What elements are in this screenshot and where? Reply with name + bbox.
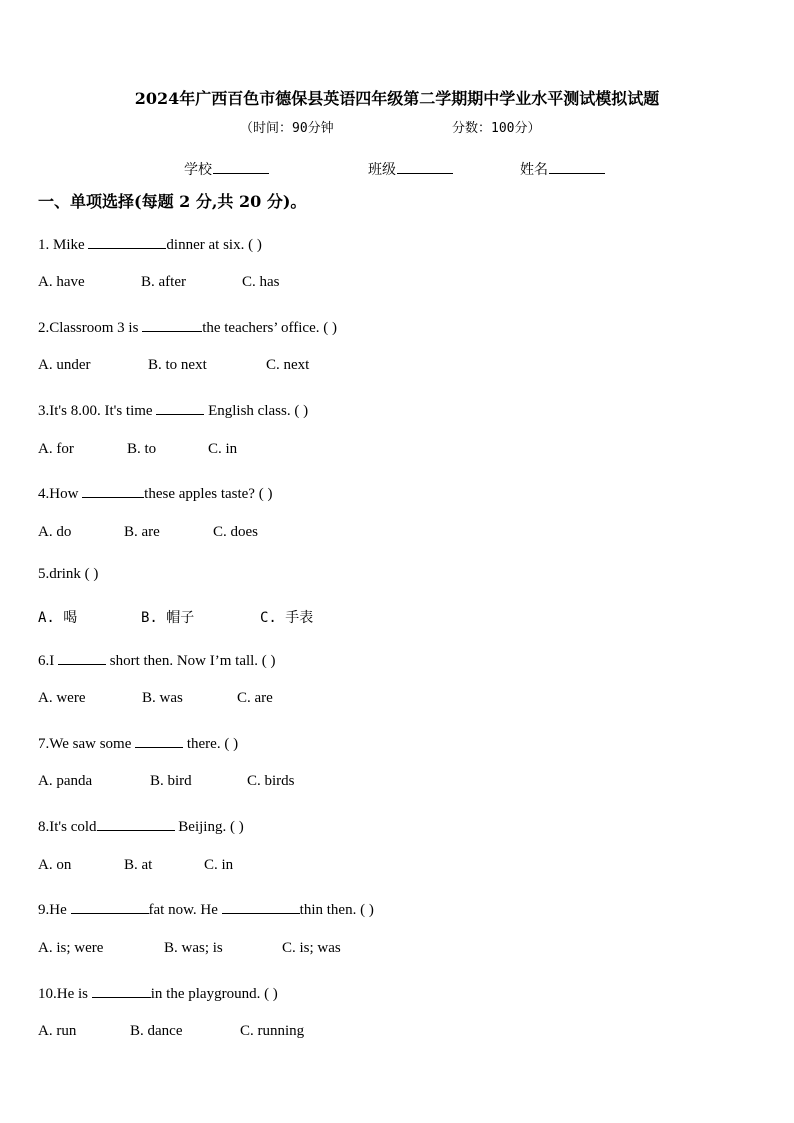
- option-a[interactable]: A. were: [38, 690, 86, 706]
- question-text-post: the teachers’ office. ( ): [202, 320, 337, 336]
- name-blank[interactable]: [549, 159, 605, 174]
- school-blank[interactable]: [213, 159, 269, 174]
- question-4: [38, 482, 272, 503]
- question-3: [38, 399, 308, 420]
- question-text-post: English class. ( ): [204, 403, 309, 419]
- options-2: [38, 357, 309, 374]
- option-a[interactable]: A. is; were: [38, 940, 104, 956]
- question-text-pre: 8.It's cold: [38, 819, 97, 835]
- question-2: [38, 316, 337, 337]
- option-b[interactable]: B. bird: [150, 773, 192, 789]
- school-label: 学校: [184, 162, 212, 178]
- option-c[interactable]: C. in: [204, 857, 234, 873]
- options-7: [38, 773, 295, 790]
- class-field: [368, 159, 453, 179]
- question-9: [38, 898, 374, 919]
- question-text-pre: 4.How: [38, 486, 83, 502]
- option-c[interactable]: C. running: [240, 1023, 305, 1039]
- question-text-pre: 1. Mike: [38, 237, 89, 253]
- answer-blank[interactable]: [58, 649, 106, 665]
- name-label: 姓名: [520, 162, 548, 178]
- question-text-pre: 3.It's 8.00. It's time: [38, 403, 157, 419]
- option-b[interactable]: B. dance: [130, 1023, 183, 1039]
- answer-blank[interactable]: [88, 233, 166, 249]
- question-text-post: thin then. ( ): [299, 902, 374, 918]
- options-1: [38, 274, 280, 291]
- option-c[interactable]: C. are: [237, 690, 273, 706]
- options-8: [38, 857, 233, 874]
- question-8: [38, 815, 244, 836]
- question-6: [38, 649, 276, 670]
- option-c[interactable]: C. 手表: [260, 610, 314, 626]
- option-a[interactable]: A. panda: [38, 773, 93, 789]
- option-a[interactable]: A. under: [38, 357, 91, 373]
- question-text-post: these apples taste? ( ): [144, 486, 273, 502]
- exam-time: （时间：90分钟: [240, 121, 334, 136]
- options-6: [38, 690, 273, 707]
- option-b[interactable]: B. after: [141, 274, 186, 290]
- answer-blank-1[interactable]: [71, 898, 149, 914]
- question-text-post: dinner at six. ( ): [166, 237, 262, 253]
- answer-blank[interactable]: [97, 815, 175, 831]
- school-field: [184, 159, 269, 179]
- options-10: [38, 1023, 304, 1040]
- question-text-pre: 7.We saw some: [38, 736, 136, 752]
- question-text-pre: 10.He is: [38, 986, 92, 1002]
- option-c[interactable]: C. is; was: [282, 940, 341, 956]
- question-7: [38, 732, 238, 753]
- question-text-pre: 9.He: [38, 902, 71, 918]
- option-c[interactable]: C. does: [213, 524, 258, 540]
- options-4: [38, 524, 258, 541]
- options-3: [38, 441, 237, 458]
- option-a[interactable]: A. run: [38, 1023, 77, 1039]
- option-b[interactable]: B. to next: [148, 357, 207, 373]
- question-text-post: short then. Now I’m tall. ( ): [106, 653, 276, 669]
- answer-blank[interactable]: [92, 982, 151, 998]
- option-b[interactable]: B. at: [124, 857, 153, 873]
- exam-score: 分数：100分）: [452, 121, 541, 136]
- question-text-pre: 6.I: [38, 653, 58, 669]
- class-label: 班级: [368, 162, 396, 178]
- option-c[interactable]: C. has: [242, 274, 280, 290]
- option-c[interactable]: C. birds: [247, 773, 295, 789]
- answer-blank[interactable]: [135, 732, 183, 748]
- answer-blank[interactable]: [82, 482, 144, 498]
- options-9: [38, 940, 341, 957]
- exam-title: 2024年广西百色市德保县英语四年级第二学期期中学业水平测试模拟试题: [134, 89, 660, 108]
- option-a[interactable]: A. on: [38, 857, 72, 873]
- question-text: 5.drink ( ): [38, 566, 99, 582]
- option-b[interactable]: B. are: [124, 524, 160, 540]
- class-blank[interactable]: [397, 159, 453, 174]
- question-5: [38, 566, 98, 583]
- name-field: [520, 159, 605, 179]
- answer-blank[interactable]: [142, 316, 202, 332]
- option-b[interactable]: B. was; is: [164, 940, 223, 956]
- option-b[interactable]: B. to: [127, 441, 157, 457]
- answer-blank[interactable]: [156, 399, 204, 415]
- question-10: [38, 982, 278, 1003]
- option-c[interactable]: C. in: [208, 441, 238, 457]
- answer-blank-2[interactable]: [222, 898, 300, 914]
- option-a[interactable]: A. have: [38, 274, 85, 290]
- option-a[interactable]: A. do: [38, 524, 72, 540]
- question-text-post: in the playground. ( ): [150, 986, 278, 1002]
- question-text-post: Beijing. ( ): [174, 819, 244, 835]
- option-b[interactable]: B. was: [142, 690, 183, 706]
- option-a[interactable]: A. 喝: [38, 610, 78, 626]
- option-a[interactable]: A. for: [38, 441, 74, 457]
- options-5: [38, 607, 313, 627]
- section-heading: 一、单项选择(每题 2 分,共 20 分)。: [38, 192, 307, 211]
- question-text-post: there. ( ): [183, 736, 239, 752]
- question-1: [38, 233, 262, 254]
- question-text-mid: fat now. He: [148, 902, 222, 918]
- option-b[interactable]: B. 帽子: [141, 610, 195, 626]
- question-text-pre: 2.Classroom 3 is: [38, 320, 143, 336]
- option-c[interactable]: C. next: [266, 357, 310, 373]
